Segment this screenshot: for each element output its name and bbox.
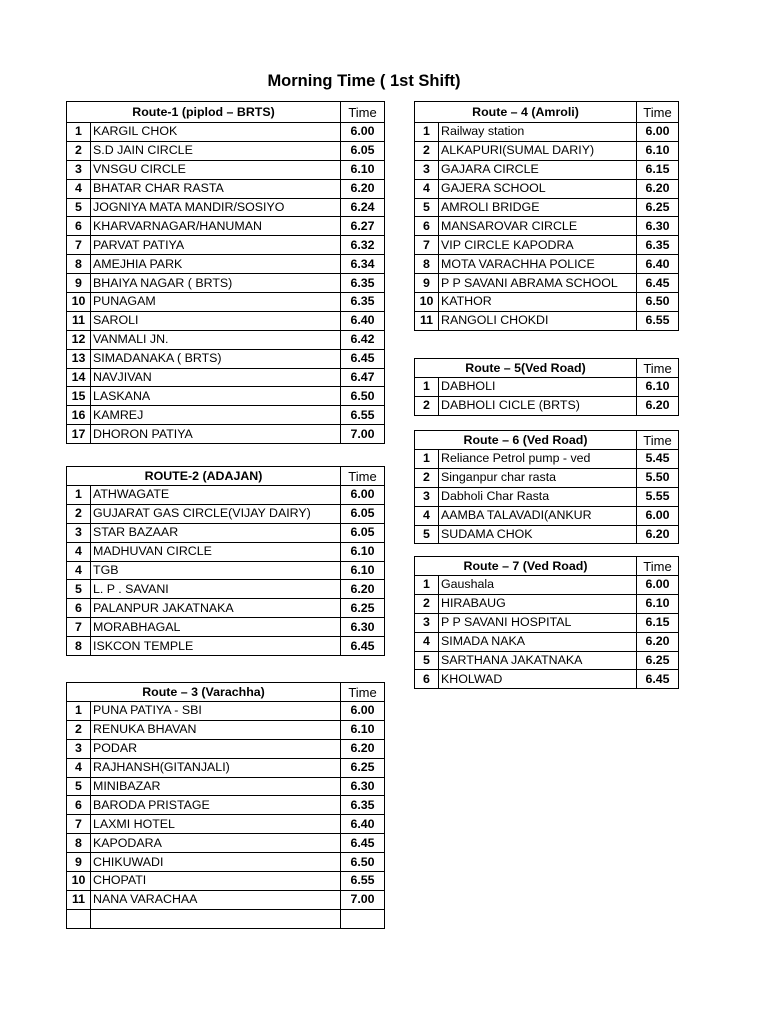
route-name: Route – 3 (Varachha) xyxy=(67,683,341,702)
stop-number: 6 xyxy=(67,599,91,618)
stop-number: 6 xyxy=(415,670,439,689)
stop-number: 15 xyxy=(67,387,91,406)
stop-row xyxy=(67,702,385,721)
stop-row xyxy=(67,815,385,834)
stop-number: 5 xyxy=(67,777,91,796)
stop-number: 11 xyxy=(415,311,439,330)
stop-row xyxy=(67,311,385,330)
stop-row xyxy=(67,349,385,368)
stop-name: CHOPATI xyxy=(91,872,341,891)
stop-number: 12 xyxy=(67,330,91,349)
stop-name: AAMBA TALAVADI(ANKUR xyxy=(439,506,637,525)
stop-name: BARODA PRISTAGE xyxy=(91,796,341,815)
route-name: ROUTE-2 (ADAJAN) xyxy=(67,467,341,486)
stop-row xyxy=(67,141,385,160)
stop-row xyxy=(415,594,679,613)
stop-time: 5.50 xyxy=(637,468,679,487)
stop-name: MORABHAGAL xyxy=(91,618,341,637)
stop-row xyxy=(415,468,679,487)
stop-name: KHOLWAD xyxy=(439,670,637,689)
stop-name: NAVJIVAN xyxy=(91,368,341,387)
stop-number: 5 xyxy=(415,198,439,217)
stop-name: DHORON PATIYA xyxy=(91,425,341,444)
stop-row xyxy=(67,890,385,909)
stop-time: 6.40 xyxy=(341,815,385,834)
empty-cell xyxy=(341,909,385,928)
stop-name: KARGIL CHOK xyxy=(91,123,341,142)
stop-row xyxy=(415,613,679,632)
stop-row xyxy=(415,255,679,274)
stop-number: 2 xyxy=(415,594,439,613)
stop-time: 6.42 xyxy=(341,330,385,349)
stop-number: 1 xyxy=(415,378,439,397)
stop-time: 6.20 xyxy=(637,632,679,651)
stop-number: 5 xyxy=(415,525,439,544)
stop-name: LAXMI HOTEL xyxy=(91,815,341,834)
stop-number: 3 xyxy=(415,613,439,632)
stop-number: 11 xyxy=(67,890,91,909)
stop-name: TGB xyxy=(91,561,341,580)
stop-number: 11 xyxy=(67,311,91,330)
stop-number: 1 xyxy=(415,450,439,469)
stop-row xyxy=(67,486,385,505)
stop-number: 7 xyxy=(67,618,91,637)
stop-name: ATHWAGATE xyxy=(91,486,341,505)
stop-time: 6.35 xyxy=(637,236,679,255)
route-header xyxy=(415,557,679,576)
stop-number: 6 xyxy=(415,217,439,236)
stop-time: 6.00 xyxy=(637,576,679,595)
stop-row xyxy=(67,777,385,796)
stop-row xyxy=(67,796,385,815)
stop-time: 6.20 xyxy=(341,179,385,198)
stop-time: 6.05 xyxy=(341,141,385,160)
route-name: Route-1 (piplod – BRTS) xyxy=(67,102,341,123)
stop-name: CHIKUWADI xyxy=(91,853,341,872)
stop-number: 2 xyxy=(67,141,91,160)
stop-row xyxy=(415,123,679,142)
stop-name: JOGNIYA MATA MANDIR/SOSIYO xyxy=(91,198,341,217)
stop-number: 8 xyxy=(67,255,91,274)
stop-name: GAJERA SCHOOL xyxy=(439,179,637,198)
stop-time: 6.45 xyxy=(341,349,385,368)
stop-number: 13 xyxy=(67,349,91,368)
stop-row xyxy=(415,236,679,255)
stop-time: 6.10 xyxy=(341,720,385,739)
stop-time: 6.05 xyxy=(341,523,385,542)
stop-number: 4 xyxy=(415,179,439,198)
stop-number: 3 xyxy=(67,739,91,758)
stop-row xyxy=(415,525,679,544)
stop-number: 4 xyxy=(415,632,439,651)
stop-name: VANMALI JN. xyxy=(91,330,341,349)
time-column-header: Time xyxy=(637,431,679,450)
stop-time: 6.20 xyxy=(637,179,679,198)
stop-number: 4 xyxy=(67,179,91,198)
stop-name: PODAR xyxy=(91,739,341,758)
stop-time: 6.55 xyxy=(637,311,679,330)
stop-number: 2 xyxy=(415,141,439,160)
stop-number: 4 xyxy=(67,561,91,580)
stop-time: 6.45 xyxy=(637,274,679,293)
stop-number: 4 xyxy=(67,758,91,777)
stop-name: MANSAROVAR CIRCLE xyxy=(439,217,637,236)
stop-number: 8 xyxy=(67,834,91,853)
route-2-table xyxy=(66,466,385,656)
stop-row xyxy=(415,293,679,312)
stop-time: 6.20 xyxy=(341,739,385,758)
route-name: Route – 5(Ved Road) xyxy=(415,359,637,378)
route-3-table xyxy=(66,682,385,929)
stop-row xyxy=(67,542,385,561)
stop-name: LASKANA xyxy=(91,387,341,406)
stop-time: 7.00 xyxy=(341,425,385,444)
stop-time: 6.30 xyxy=(637,217,679,236)
stop-name: ALKAPURI(SUMAL DARIY) xyxy=(439,141,637,160)
stop-name: NANA VARACHAA xyxy=(91,890,341,909)
stop-name: PUNAGAM xyxy=(91,293,341,312)
stop-row xyxy=(415,274,679,293)
stop-number: 10 xyxy=(67,293,91,312)
stop-number: 7 xyxy=(415,236,439,255)
stop-name: KHARVARNAGAR/HANUMAN xyxy=(91,217,341,236)
stop-time: 6.45 xyxy=(341,834,385,853)
stop-row xyxy=(67,561,385,580)
stop-row xyxy=(67,618,385,637)
stop-time: 6.35 xyxy=(341,796,385,815)
stop-time: 6.10 xyxy=(637,594,679,613)
stop-row xyxy=(415,217,679,236)
stop-name: HIRABAUG xyxy=(439,594,637,613)
stop-time: 6.35 xyxy=(341,293,385,312)
stop-name: BHAIYA NAGAR ( BRTS) xyxy=(91,274,341,293)
stop-name: MADHUVAN CIRCLE xyxy=(91,542,341,561)
stop-time: 6.50 xyxy=(341,853,385,872)
stop-number: 17 xyxy=(67,425,91,444)
stop-time: 6.00 xyxy=(341,123,385,142)
route-header xyxy=(67,467,385,486)
stop-row xyxy=(415,670,679,689)
stop-number: 1 xyxy=(67,702,91,721)
stop-time: 6.00 xyxy=(637,506,679,525)
stop-time: 6.50 xyxy=(341,387,385,406)
stop-row xyxy=(415,311,679,330)
stop-name: RAJHANSH(GITANJALI) xyxy=(91,758,341,777)
route-header xyxy=(67,683,385,702)
stop-row xyxy=(67,523,385,542)
stop-number: 4 xyxy=(415,506,439,525)
stop-time: 6.00 xyxy=(341,486,385,505)
stop-time: 6.47 xyxy=(341,368,385,387)
stop-name: P P SAVANI HOSPITAL xyxy=(439,613,637,632)
stop-row xyxy=(415,160,679,179)
stop-row xyxy=(67,872,385,891)
stop-row xyxy=(67,274,385,293)
stop-name: GAJARA CIRCLE xyxy=(439,160,637,179)
stop-name: KAPODARA xyxy=(91,834,341,853)
stop-name: AMROLI BRIDGE xyxy=(439,198,637,217)
stop-row xyxy=(415,576,679,595)
stop-name: MOTA VARACHHA POLICE xyxy=(439,255,637,274)
stop-row xyxy=(67,293,385,312)
stop-row xyxy=(67,387,385,406)
stop-row xyxy=(67,834,385,853)
stop-name: GUJARAT GAS CIRCLE(VIJAY DAIRY) xyxy=(91,504,341,523)
stop-row xyxy=(67,217,385,236)
stop-name: Gaushala xyxy=(439,576,637,595)
stop-name: RENUKA BHAVAN xyxy=(91,720,341,739)
stop-time: 6.05 xyxy=(341,504,385,523)
stop-name: SIMADANAKA ( BRTS) xyxy=(91,349,341,368)
stop-row xyxy=(67,198,385,217)
stop-name: SARTHANA JAKATNAKA xyxy=(439,651,637,670)
stop-time: 6.30 xyxy=(341,777,385,796)
stop-number: 4 xyxy=(67,542,91,561)
stop-number: 5 xyxy=(67,198,91,217)
stop-time: 6.45 xyxy=(341,637,385,656)
route-6-table xyxy=(414,430,679,544)
stop-name: Singanpur char rasta xyxy=(439,468,637,487)
stop-row xyxy=(415,450,679,469)
stop-name: P P SAVANI ABRAMA SCHOOL xyxy=(439,274,637,293)
stop-number: 16 xyxy=(67,406,91,425)
stop-time: 6.25 xyxy=(341,758,385,777)
empty-row xyxy=(67,909,385,928)
stop-row xyxy=(415,378,679,397)
stop-row xyxy=(415,651,679,670)
stop-row xyxy=(415,198,679,217)
stop-row xyxy=(67,123,385,142)
stop-name: SUDAMA CHOK xyxy=(439,525,637,544)
stop-row xyxy=(67,330,385,349)
route-name: Route – 6 (Ved Road) xyxy=(415,431,637,450)
stop-time: 6.25 xyxy=(341,599,385,618)
stop-row xyxy=(415,506,679,525)
stop-row xyxy=(67,720,385,739)
stop-row xyxy=(67,504,385,523)
stop-number: 8 xyxy=(67,637,91,656)
stop-number: 2 xyxy=(415,396,439,415)
stop-name: KATHOR xyxy=(439,293,637,312)
stop-row xyxy=(67,637,385,656)
stop-name: ISKCON TEMPLE xyxy=(91,637,341,656)
route-name: Route – 7 (Ved Road) xyxy=(415,557,637,576)
stop-name: S.D JAIN CIRCLE xyxy=(91,141,341,160)
stop-name: VIP CIRCLE KAPODRA xyxy=(439,236,637,255)
stop-time: 6.10 xyxy=(341,542,385,561)
stop-name: STAR BAZAAR xyxy=(91,523,341,542)
page-title: Morning Time ( 1st Shift) xyxy=(267,72,461,90)
stop-row xyxy=(67,255,385,274)
stop-row xyxy=(67,160,385,179)
stop-row xyxy=(415,396,679,415)
stop-time: 6.55 xyxy=(341,406,385,425)
stop-time: 6.32 xyxy=(341,236,385,255)
stop-number: 1 xyxy=(415,123,439,142)
stop-time: 6.25 xyxy=(637,198,679,217)
time-column-header: Time xyxy=(637,557,679,576)
stop-number: 3 xyxy=(415,160,439,179)
stop-row xyxy=(67,406,385,425)
time-column-header: Time xyxy=(637,359,679,378)
stop-time: 6.27 xyxy=(341,217,385,236)
stop-name: PALANPUR JAKATNAKA xyxy=(91,599,341,618)
stop-number: 9 xyxy=(67,274,91,293)
stop-number: 3 xyxy=(415,487,439,506)
stop-row xyxy=(67,236,385,255)
stop-time: 6.10 xyxy=(341,160,385,179)
stop-name: L. P . SAVANI xyxy=(91,580,341,599)
stop-row xyxy=(415,632,679,651)
stop-name: DABHOLI CICLE (BRTS) xyxy=(439,396,637,415)
stop-name: Reliance Petrol pump - ved xyxy=(439,450,637,469)
stop-name: MINIBAZAR xyxy=(91,777,341,796)
stop-time: 6.15 xyxy=(637,160,679,179)
stop-time: 6.40 xyxy=(637,255,679,274)
stop-number: 9 xyxy=(67,853,91,872)
stop-number: 7 xyxy=(67,236,91,255)
stop-time: 6.50 xyxy=(637,293,679,312)
stop-time: 6.20 xyxy=(637,525,679,544)
stop-row xyxy=(67,758,385,777)
route-1-table xyxy=(66,101,385,444)
stop-name: VNSGU CIRCLE xyxy=(91,160,341,179)
route-4-table xyxy=(414,101,679,331)
stop-number: 5 xyxy=(415,651,439,670)
stop-number: 2 xyxy=(67,504,91,523)
stop-row xyxy=(415,487,679,506)
stop-row xyxy=(67,853,385,872)
stop-number: 6 xyxy=(67,217,91,236)
stop-time: 6.40 xyxy=(341,311,385,330)
stop-number: 2 xyxy=(415,468,439,487)
stop-number: 1 xyxy=(415,576,439,595)
stop-name: PUNA PATIYA - SBI xyxy=(91,702,341,721)
stop-number: 7 xyxy=(67,815,91,834)
stop-number: 2 xyxy=(67,720,91,739)
stop-time: 6.25 xyxy=(637,651,679,670)
stop-name: Railway station xyxy=(439,123,637,142)
stop-row xyxy=(67,739,385,758)
stop-number: 3 xyxy=(67,160,91,179)
route-header xyxy=(415,359,679,378)
stop-name: PARVAT PATIYA xyxy=(91,236,341,255)
stop-number: 10 xyxy=(415,293,439,312)
stop-time: 6.00 xyxy=(341,702,385,721)
stop-time: 6.55 xyxy=(341,872,385,891)
stop-number: 6 xyxy=(67,796,91,815)
route-name: Route – 4 (Amroli) xyxy=(415,102,637,123)
stop-number: 3 xyxy=(67,523,91,542)
stop-time: 6.00 xyxy=(637,123,679,142)
stop-time: 6.15 xyxy=(637,613,679,632)
stop-row xyxy=(67,599,385,618)
stop-time: 6.10 xyxy=(637,141,679,160)
stop-number: 1 xyxy=(67,123,91,142)
stop-row xyxy=(415,141,679,160)
stop-time: 6.45 xyxy=(637,670,679,689)
route-7-table xyxy=(414,556,679,689)
stop-number: 5 xyxy=(67,580,91,599)
stop-name: Dabholi Char Rasta xyxy=(439,487,637,506)
time-column-header: Time xyxy=(341,102,385,123)
stop-time: 7.00 xyxy=(341,890,385,909)
stop-number: 8 xyxy=(415,255,439,274)
stop-name: DABHOLI xyxy=(439,378,637,397)
stop-time: 5.45 xyxy=(637,450,679,469)
stop-time: 6.10 xyxy=(637,378,679,397)
stop-name: AMEJHIA PARK xyxy=(91,255,341,274)
stop-time: 6.35 xyxy=(341,274,385,293)
empty-cell xyxy=(67,909,91,928)
stop-time: 5.55 xyxy=(637,487,679,506)
stop-row xyxy=(67,425,385,444)
route-5-table xyxy=(414,358,679,416)
stop-time: 6.20 xyxy=(637,396,679,415)
stop-time: 6.10 xyxy=(341,561,385,580)
stop-row xyxy=(67,179,385,198)
stop-number: 1 xyxy=(67,486,91,505)
route-header xyxy=(415,102,679,123)
route-header xyxy=(415,431,679,450)
stop-number: 9 xyxy=(415,274,439,293)
stop-row xyxy=(67,368,385,387)
time-column-header: Time xyxy=(341,467,385,486)
time-column-header: Time xyxy=(341,683,385,702)
stop-time: 6.24 xyxy=(341,198,385,217)
stop-number: 10 xyxy=(67,872,91,891)
route-header xyxy=(67,102,385,123)
stop-number: 14 xyxy=(67,368,91,387)
stop-name: RANGOLI CHOKDI xyxy=(439,311,637,330)
stop-name: KAMREJ xyxy=(91,406,341,425)
stop-time: 6.20 xyxy=(341,580,385,599)
stop-name: SAROLI xyxy=(91,311,341,330)
stop-row xyxy=(67,580,385,599)
stop-name: SIMADA NAKA xyxy=(439,632,637,651)
empty-cell xyxy=(91,909,341,928)
stop-time: 6.30 xyxy=(341,618,385,637)
time-column-header: Time xyxy=(637,102,679,123)
stop-name: BHATAR CHAR RASTA xyxy=(91,179,341,198)
stop-time: 6.34 xyxy=(341,255,385,274)
stop-row xyxy=(415,179,679,198)
